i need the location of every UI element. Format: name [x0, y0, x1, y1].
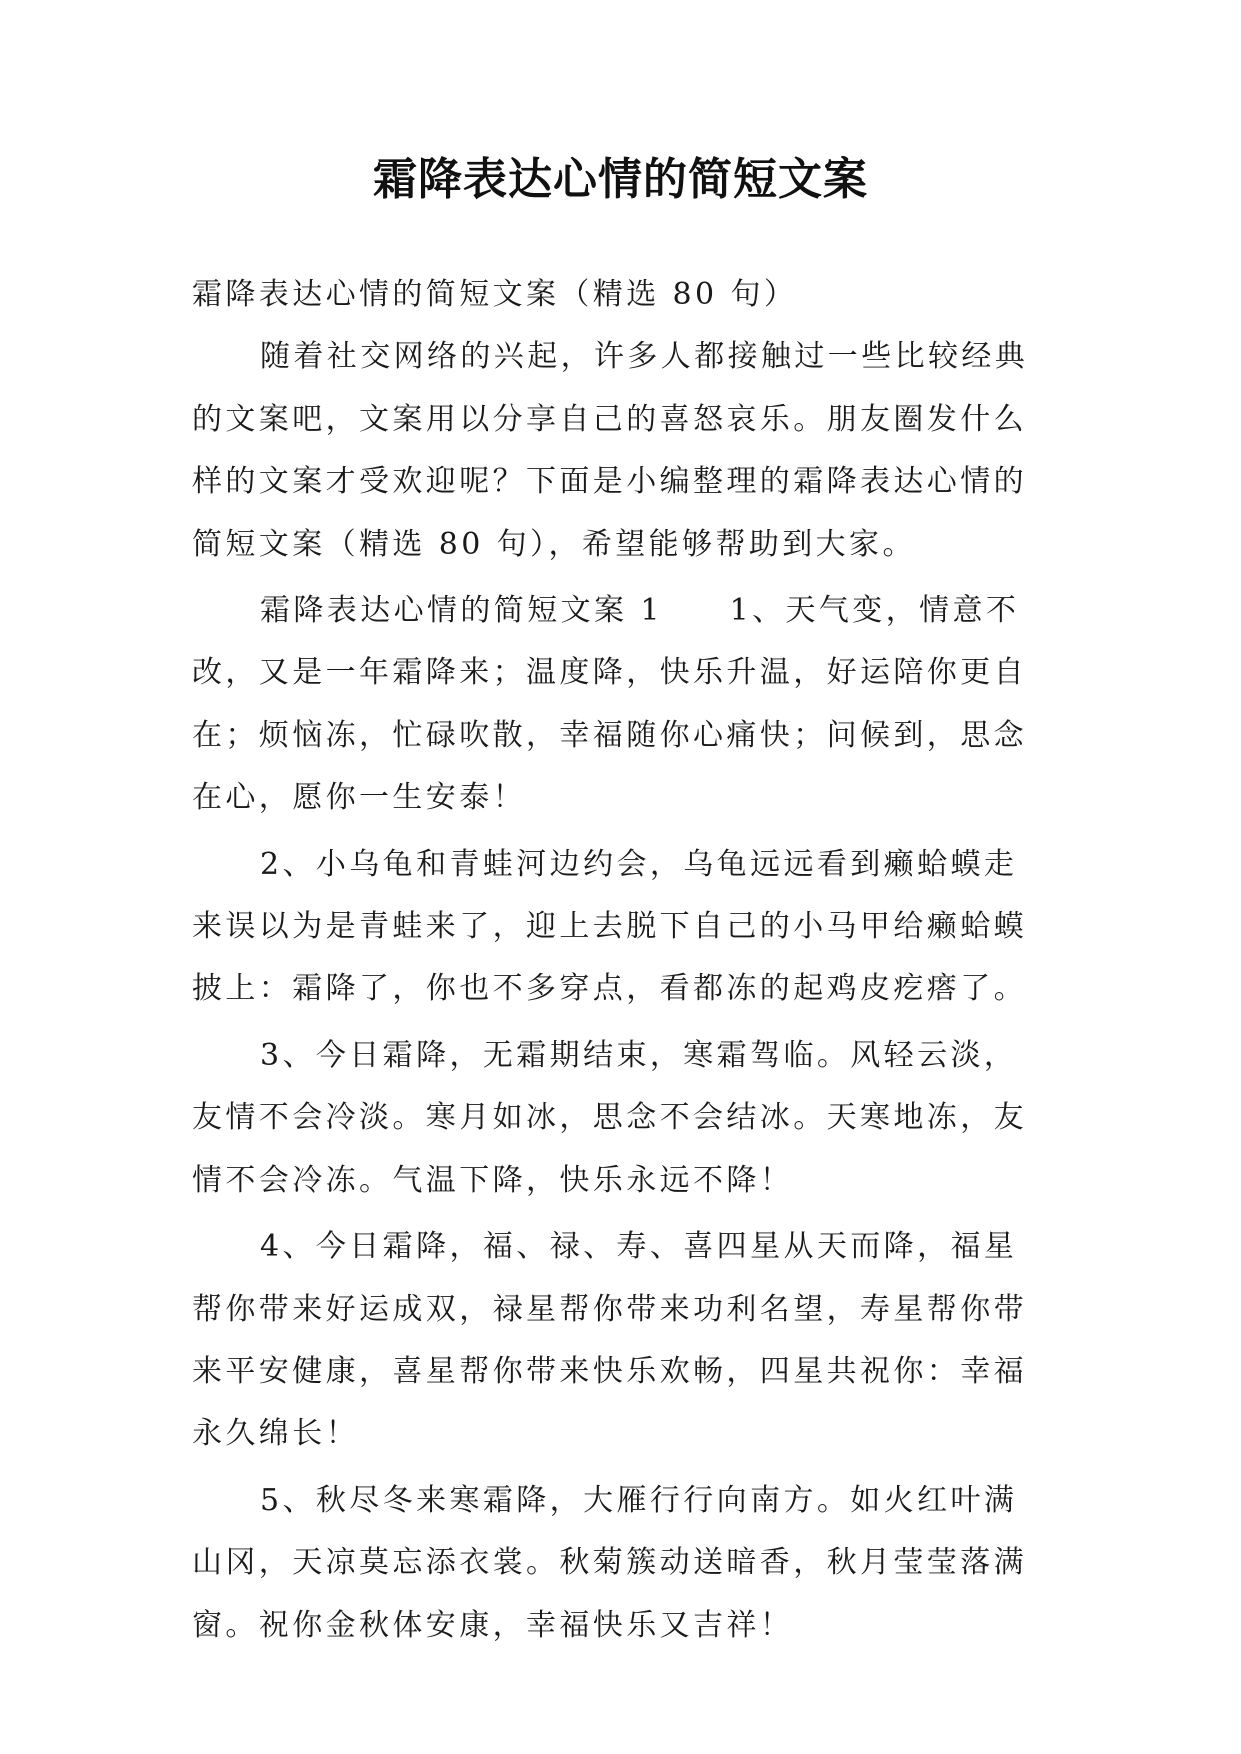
- subtitle-line: 霜降表达心情的简短文案（精选 80 句）: [192, 277, 798, 312]
- paragraph-item-3: 3、今日霜降，无霜期结束，寒霜驾临。风轻云淡，友情不会冷淡。寒月如冰，思念不会结冰。天寒地冻，友情不会冷冻。气温下降，快乐永远不降！: [192, 1037, 1027, 1198]
- paragraph-item-1: 霜降表达心情的简短文案 1 1、天气变，情意不改，又是一年霜降来；温度降，快乐升温，好运陪你更自在；烦恼冻，忙碌吹散，幸福随你心痛快；问候到，思念在心，愿你一生安泰！: [192, 593, 1027, 816]
- document-title: 霜降表达心情的简短文案: [373, 154, 868, 205]
- intro-paragraph: 随着社交网络的兴起，许多人都接触过一些比较经典的文案吧，文案用以分享自己的喜怒哀乐。朋友圈发什么样的文案才受欢迎呢？下面是小编整理的霜降表达心情的简短文案（精选 80 句），希望能够帮助到大家。: [192, 339, 1029, 562]
- document-body: [192, 264, 1050, 1657]
- paragraph-item-2: 2、小乌龟和青蛙河边约会，乌龟远远看到癞蛤蟆走来误以为是青蛙来了，迎上去脱下自己的小马甲给癞蛤蟆披上：霜降了，你也不多穿点，看都冻的起鸡皮疙瘩了。: [192, 846, 1027, 1007]
- paragraph-item-5: 5、秋尽冬来寒霜降，大雁行行向南方。如火红叶满山冈，天凉莫忘添衣裳。秋菊簇动送暗香，秋月莹莹落满窗。祝你金秋体安康，幸福快乐又吉祥！: [192, 1482, 1027, 1643]
- paragraph-item-4: 4、今日霜降，福、禄、寿、喜四星从天而降，福星帮你带来好运成双，禄星帮你带来功利名望，寿星帮你带来平安健康，喜星帮你带来快乐欢畅，四星共祝你：幸福永久绵长！: [192, 1229, 1027, 1452]
